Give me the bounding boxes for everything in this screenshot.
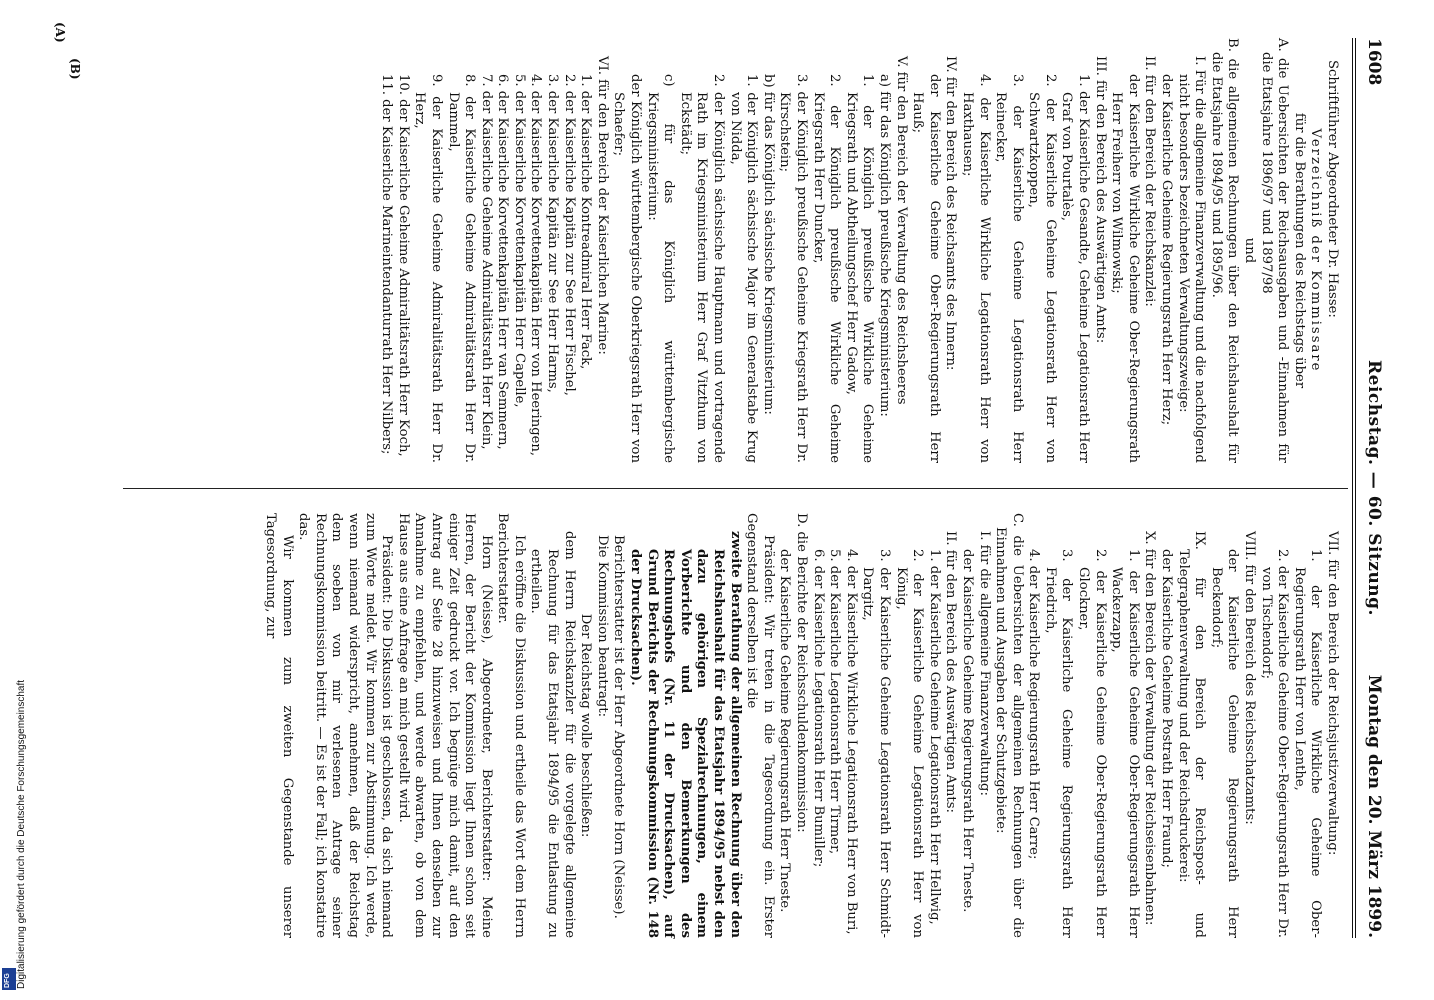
paragraph: Horn (Neisse), Abgeordneter, Berichterstatter: Meine Herren, der Bericht der Kommission liegt Ihnen schon seit einiger Zeit gedruckt vor. Ich begnüge mich damit, auf den Antrag auf Seite 28 hinzuweisen und Ihnen denselben zur Annahme zu empfehlen, und werde abwarten, ob von dem Hause aus eine Anfrage an mich gestellt wird. xyxy=(395,513,494,938)
list-item: X. für den Bereich der Verwaltung der Reichseisenbahnen: xyxy=(1142,531,1158,926)
list-item: A. die Uebersichten der Reichsausgaben und -Einnahmen für die Etatsjahre 1896/97 und 1897/98 xyxy=(1258,38,1291,463)
paragraph: Wir kommen zum zweiten Gegenstande unserer Tagesordnung, zur xyxy=(263,513,295,938)
list-item: 3. der Kaiserliche Geheime Regierungsrath Herr Friedrich, xyxy=(1042,549,1075,938)
paragraph: Präsident: Die Diskussion ist geschlossen, da sich niemand zum Worte meldet. Wir kommen zur Abstimmung. Ich werde, wenn niemand widerspricht, annehmen, daß der Reichstag dem soeben von mir verlesenen Antrage seiner Rechnungskommission beitritt. — Es ist der Fall; ich konstatire das. xyxy=(296,513,395,938)
paragraph: Präsident: Wir treten in die Tagesordnung ein. Erster Gegenstand derselben ist die xyxy=(744,513,776,938)
list-item: der Kaiserliche Geheime Regierungsrath Herr Herz; xyxy=(1159,74,1175,426)
header-rule xyxy=(1355,38,1356,938)
list-item: VIII. für den Bereich des Reichsschatzamts: xyxy=(1242,531,1258,825)
page-number: 1608 xyxy=(1364,38,1384,86)
paragraph: Der Reichstag wolle beschließen: xyxy=(578,613,594,838)
list-item: 2. der Kaiserliche Geheime Legationsrath Herr von Schwartzkoppen, xyxy=(1026,74,1058,463)
list-item: I. Für die allgemeine Finanzverwaltung und die nachfolgend nicht besonders bezeichneten Verwaltungszweige: xyxy=(1175,56,1208,463)
paragraph: Schriftführer Abgeordneter Dr. Hasse: xyxy=(1325,60,1340,318)
paragraph: Die Kommission beantragt: xyxy=(594,535,610,718)
list-item: der Kaiserliche Geheime Postrath Herr Fraund; xyxy=(1159,549,1175,869)
list-item: 9. der Kaiserliche Geheime Admiralitätsrath Herr Dr. Herz, xyxy=(412,74,444,463)
list-item: b) für das Königlich sächsische Kriegsministerium: xyxy=(760,74,776,415)
list-item: 4. der Kaiserliche Wirkliche Legationsrath Herr von Buri, xyxy=(843,549,859,935)
list-item: 1. der Kaiserliche Kontreadmiral Herr Fack, xyxy=(578,74,594,370)
list-item: 3. der Kaiserliche Kapitän zur See Herr Harms, xyxy=(545,74,561,393)
motion-text: dem Herrn Reichskanzler für die vorgelegte allgemeine Rechnung für das Etatsjahr 1894/95 die Entlastung zu ertheilen. xyxy=(528,531,577,938)
margin-marker-a: (A) xyxy=(53,22,67,43)
list-item: D. die Berichte der Reichsschuldenkommission: xyxy=(794,513,809,833)
list-subheading: für die Berathungen des Reichstags über xyxy=(1291,112,1307,389)
paragraph: Berichterstatter ist der Herr Abgeordnete Horn (Neisse). xyxy=(611,535,627,919)
dfg-logo xyxy=(2,968,16,990)
column-divider xyxy=(123,488,1348,489)
list-item: 11. der Kaiserliche Marineintendanturrath Herr Nilbers; xyxy=(379,74,395,455)
list-item: der Königlich württembergische Oberkriegsrath Herr von Schaefer; xyxy=(611,74,644,463)
list-item: 7. der Kaiserliche Geheime Admiralitätsrath Herr Klein, xyxy=(478,74,494,450)
list-item: 1. der Kaiserliche Geheime Legationsrath Herr Hellwig, xyxy=(926,549,942,925)
left-column xyxy=(378,38,1340,463)
list-item: der Kaiserliche Geheime Ober-Regierungsrath Herr Hauß; xyxy=(910,74,942,463)
list-item: 5. der Kaiserliche Legationsrath Herr Tirmer, xyxy=(827,549,843,855)
list-item: 1. der Kaiserliche Wirkliche Geheime Ober-Regierungsrath Herr von Lenthe, xyxy=(1291,549,1324,938)
digitization-credit xyxy=(4,605,27,993)
list-item: 1. der Königlich preußische Wirkliche Geheime Kriegsrath und Abtheilungschef Herr Gadow, xyxy=(843,74,876,463)
list-item: und xyxy=(1242,237,1258,264)
logo-text: DFG xyxy=(4,973,11,988)
list-item: 6. der Kaiserliche Legationsrath Herr Bumiller; xyxy=(810,549,826,868)
list-item: II. für den Bereich der Reichskanzlei: xyxy=(1142,56,1158,307)
header-rule-double xyxy=(1352,38,1353,938)
right-column xyxy=(261,513,1340,938)
list-item: 1. der Königlich sächsische Major im Generalstabe Krug von Nidda, xyxy=(727,74,760,463)
list-heading: Verzeichniß der Kommissare xyxy=(1308,128,1324,373)
list-item: 4. der Kaiserliche Wirkliche Legationsrath Herr von Haxthausen; xyxy=(959,74,992,463)
list-item: II. für den Bereich des Auswärtigen Amts: xyxy=(943,531,959,813)
list-item: IX. für den Bereich der Reichspost- und Telegraphenverwaltung und der Reichsdruckerei: xyxy=(1175,531,1208,938)
list-item: 8. der Kaiserliche Geheime Admiralitätsrath Herr Dr. Dammel, xyxy=(445,74,478,463)
list-item: 2. der Königlich preußische Wirkliche Geheime Kriegsrath Herr Duncker, xyxy=(810,74,843,463)
list-item: der Kaiserliche Geheime Regierungsrath Herr Tneste. xyxy=(959,549,975,913)
list-item: IV. für den Bereich des Reichsamts des Innern: xyxy=(943,56,959,371)
list-item: c) für das Königlich württembergische Kriegsministerium: xyxy=(644,74,677,463)
list-item: 5. der Kaiserliche Korvettenkapitän Herr Capelle, xyxy=(511,74,527,408)
list-item: C. die Uebersichten der allgemeinen Rechnungen über die Einnahmen und Ausgaben der Schutzgebiete: xyxy=(993,513,1025,938)
list-item: 10. der Kaiserliche Geheime Admiralitätsrath Herr Koch, xyxy=(395,74,411,457)
page-header xyxy=(1356,38,1392,938)
header-title: Reichstag. — 60. Sitzung. xyxy=(1364,360,1384,616)
document-page xyxy=(53,22,1392,938)
credit-text: Digitalisierung gefördert durch die Deutsche Forschungsgemeinschaft xyxy=(16,679,27,989)
list-item: III. für den Bereich des Auswärtigen Amts: xyxy=(1092,56,1108,344)
list-item: 3. der Kaiserliche Geheime Legationsrath Herr Reinecker, xyxy=(993,74,1025,463)
margin-marker-b: (B) xyxy=(68,58,82,80)
list-item: 2. der Kaiserliche Geheime Ober-Regierungsrath Herr Dr. von Tischendorf; xyxy=(1258,549,1291,938)
list-item: B. die allgemeinen Rechnungen über den Reichshaushalt für die Etatsjahre 1894/95 und 1895/96. xyxy=(1208,38,1241,463)
list-item: 2. der Kaiserliche Kapitän zur See Herr Fischel, xyxy=(561,74,577,396)
list-item: 3. der Königlich preußische Geheime Kriegsrath Herr Dr. Kirschstein; xyxy=(777,74,809,463)
agenda-item: zweite Berathung der allgemeinen Rechnung über den Reichshaushalt für das Etatsjahr 1894/95 nebst den dazu gehörigen Spezialrechnungen, einem Vorberichte und den Bemerkungen des Rechnungshofs (Nr. 11 der Drucksachen), auf Grund Berichts der Rechnungskommission (Nr. 148 der Drucksachen). xyxy=(628,531,743,938)
list-item: 4. der Kaiserliche Regierungsrath Herr Carre; xyxy=(1026,549,1042,860)
list-item: a) für das Königlich preußische Kriegsministerium: xyxy=(876,74,892,417)
list-item: 6. der Kaiserliche Korvettenkapitän Herr van Semmern, xyxy=(495,74,511,450)
list-item: 3. der Kaiserliche Geheime Legationsrath Herr Schmidt-Dargitz, xyxy=(860,549,892,938)
list-item: der Kaiserliche Wirkliche Geheime Ober-Regierungsrath Herr Freiherr von Wilmowski; xyxy=(1109,74,1141,463)
list-item: 2. der Kaiserliche Geheime Legationsrath Herr von König, xyxy=(893,549,926,938)
list-item: VI. für den Bereich der Kaiserlichen Marine: xyxy=(594,56,610,355)
header-date: Montag den 20. März 1899. xyxy=(1364,674,1384,938)
list-item: V. für den Bereich der Verwaltung des Reichsheeres xyxy=(893,56,909,405)
list-item: der Kaiserliche Geheime Regierungsrath Herr Beckendorf; xyxy=(1208,549,1241,938)
list-item: 1. der Kaiserliche Geheime Ober-Regierungsrath Herr Wackerzapp, xyxy=(1109,549,1141,938)
list-item: 1. der Kaiserliche Gesandte, Geheime Legationsrath Herr Graf von Pourtalès, xyxy=(1059,74,1092,463)
list-item: der Kaiserliche Geheime Regierungsrath Herr Tneste. xyxy=(777,549,793,913)
list-item: 2. der Kaiserliche Geheime Ober-Regierungsrath Herr Glockner, xyxy=(1076,549,1108,938)
list-item: 2. der Königlich sächsische Hauptmann und vortragende Rath im Kriegsministerium Herr Graf Vitzthum von Eckstädt; xyxy=(677,74,727,463)
list-item: VII. für den Bereich der Reichsjustizverwaltung: xyxy=(1325,531,1340,856)
list-item: 4. der Kaiserliche Korvettenkapitän Herr von Heeringen, xyxy=(528,74,544,457)
paragraph: Ich eröffne die Diskussion und ertheile das Wort dem Herrn Berichterstatter. xyxy=(495,513,527,938)
list-item: I. für die allgemeine Finanzverwaltung: xyxy=(976,531,992,796)
